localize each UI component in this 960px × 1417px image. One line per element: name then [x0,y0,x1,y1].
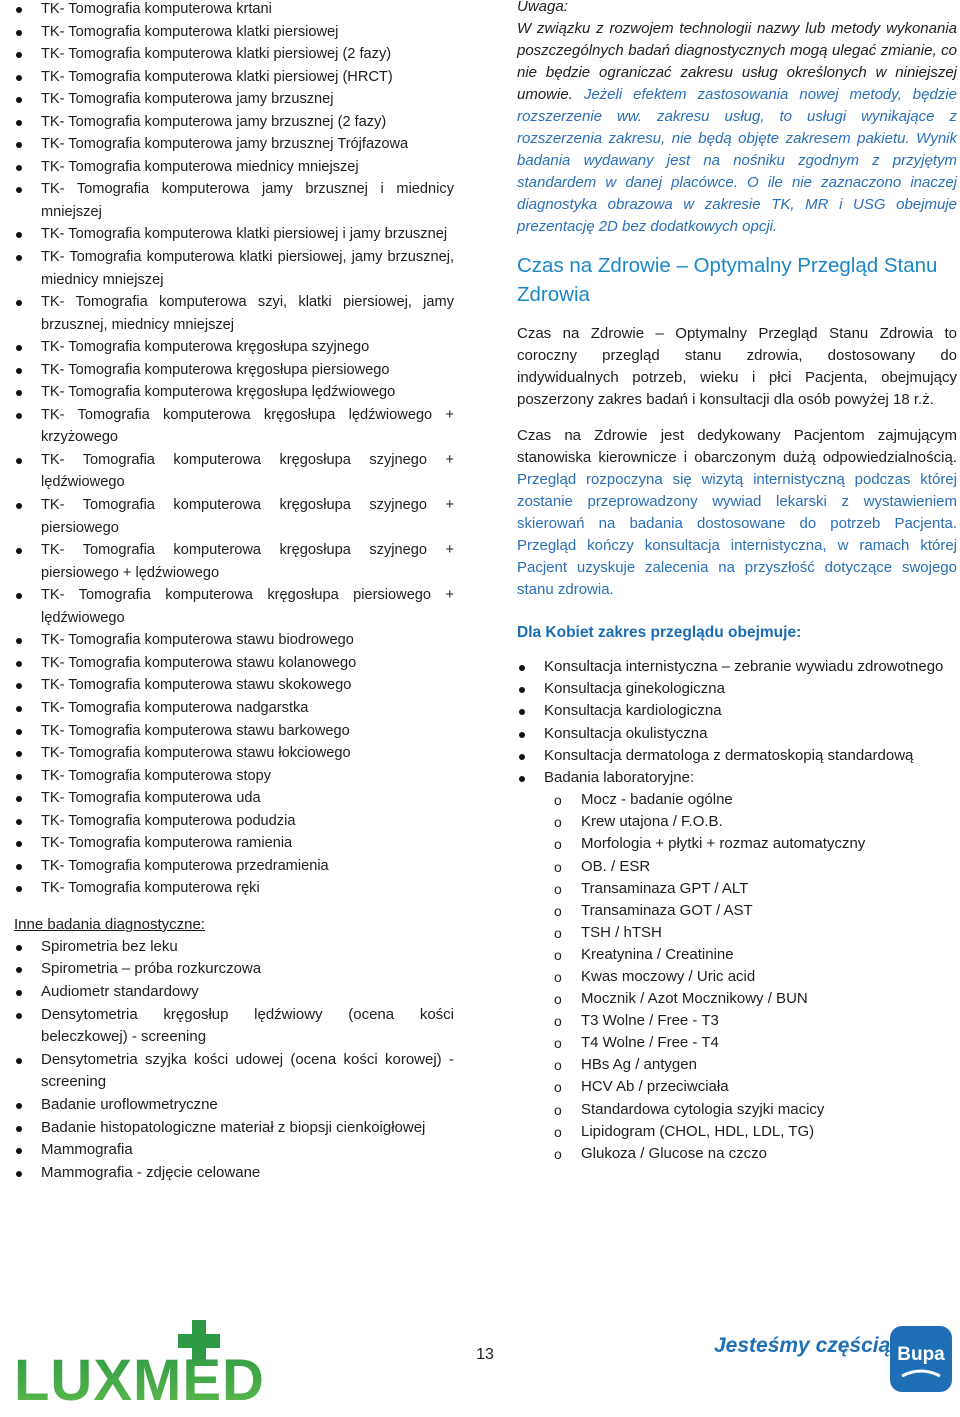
women-scope-item-text: Konsultacja dermatologa z dermatoskopią standardową [544,746,914,764]
note-label: Uwaga: [517,0,568,15]
other-test-item [14,1117,454,1140]
lab-test-item: o Mocznik / Azot Mocznikowy / BUN [544,988,957,1010]
note-text-1: W związku z rozwojem technologii nazwy lub metody wykonania poszczególnych badań diagnostycznych mogą ulegać zmianie, co nie będzie ograniczać zakresu usług określonych w niniejszej umowie. [517,20,957,103]
description-part-1: Czas na Zdrowie jest dedykowany Pacjentom zajmującym stanowiska kierownicze i obarczonym dużą odpowiedzialnością. [517,427,957,466]
ct-scan-item-text: TK- Tomografia komputerowa klatki piersiowej, jamy brzusznej, miednicy mniejszej [41,249,454,288]
women-scope-item [517,767,957,1165]
ct-scan-item-text: TK- Tomografia komputerowa jamy brzusznej i miednicy mniejszej [41,181,454,220]
ct-scan-item-text: TK- Tomografia komputerowa kręgosłupa lędźwiowego + krzyżowego [41,406,454,446]
women-scope-item-text: Konsultacja okulistyczna [544,724,708,742]
other-test-item [14,1139,454,1162]
ct-scan-item [14,246,454,291]
ct-scan-item [14,88,454,111]
lab-test-item: o OB. / ESR [544,856,957,878]
ct-scan-item-text: TK- Tomografia komputerowa kręgosłupa szyjnego [41,339,370,356]
other-test-item [14,936,454,959]
women-scope-list [517,656,957,1165]
bupa-slogan: Jesteśmy częścią [714,1334,891,1357]
other-test-item [14,1049,454,1094]
other-test-item-text: Badanie histopatologiczne materiał z biopsji cienkoigłowej [41,1118,426,1136]
ct-scan-item [14,697,454,720]
ct-scan-item-text: TK- Tomografia komputerowa kręgosłupa piersiowego [41,361,390,378]
note-block [517,0,957,238]
ct-scan-item [14,629,454,652]
ct-scan-item [14,449,454,494]
ct-scan-item-text: TK- Tomografia komputerowa jamy brzusznej [41,91,334,108]
ct-scan-item [14,855,454,878]
ct-scan-item-text: TK- Tomografia komputerowa kręgosłupa piersiowego + lędźwiowego [41,587,454,626]
other-test-item-text: Mammografia [41,1141,133,1159]
ct-scan-item-text: TK- Tomografia komputerowa stawu kolanowego [41,654,357,671]
ct-scan-item-text: TK- Tomografia komputerowa klatki piersiowej i jamy brzusznej [41,226,448,243]
ct-scan-item-text: TK- Tomografia komputerowa klatki piersiowej (HRCT) [41,68,393,85]
other-test-item-text: Densytometria szyjka kości udowej (ocena kości korowej) - screening [41,1050,454,1091]
ct-scan-item-text: TK- Tomografia komputerowa stawu skokowego [41,677,352,694]
lab-test-item: o Kreatynina / Creatinine [544,944,957,966]
lab-tests-list [544,789,957,1165]
women-scope-item [517,745,957,767]
women-scope-item-text: Konsultacja ginekologiczna [544,680,725,698]
bupa-logo-text: Bupa [897,1344,945,1365]
left-column [14,0,454,1184]
other-tests-title: Inne badania diagnostyczne: [14,915,205,933]
women-scope-item-text: Konsultacja internistyczna – zebranie wywiadu zdrowotnego [544,658,944,675]
ct-scan-item [14,336,454,359]
other-test-item-text: Badanie uroflowmetryczne [41,1096,218,1114]
ct-scan-item [14,810,454,833]
lab-test-item: o T3 Wolne / Free - T3 [544,1010,957,1032]
bupa-logo [712,1318,958,1405]
ct-scan-item-text: TK- Tomografia komputerowa klatki piersiowej (2 fazy) [41,46,392,63]
ct-scan-item-text: TK- Tomografia komputerowa szyi, klatki piersiowej, jamy brzusznej, miednicy mniejszej [41,294,454,333]
ct-scan-item [14,21,454,44]
ct-scan-item [14,742,454,765]
ct-scan-item [14,584,454,629]
ct-scan-item [14,674,454,697]
lab-test-item: o Transaminaza GOT / AST [544,900,957,922]
other-test-item [14,958,454,981]
ct-scan-item [14,765,454,788]
ct-scan-item-text: TK- Tomografia komputerowa stawu biodrowego [41,632,354,649]
ct-scan-item-text: TK- Tomografia komputerowa jamy brzusznej Trójfazowa [41,136,409,153]
ct-scan-item [14,359,454,382]
ct-scan-item-text: TK- Tomografia komputerowa przedramienia [41,857,329,874]
lab-test-item: o Glukoza / Glucose na czczo [544,1143,957,1165]
ct-scan-item-text: TK- Tomografia komputerowa jamy brzusznej (2 fazy) [41,113,387,130]
ct-scan-item [14,178,454,223]
description-part-2: Przegląd rozpoczyna się wizytą internistyczną podczas której zostanie przeprowadzony wywiad lekarski z wystawieniem skierowań na badania dostosowane do potrzeb Pacjenta. Przegląd kończy konsultacja internistyczna, w ramach której Pacjent uzyskuje zalecenia na przyszłość dotyczące swojego stanu zdrowia. [517,471,957,598]
lab-test-item: o Lipidogram (CHOL, HDL, LDL, TG) [544,1121,957,1143]
note-text-3: O ile nie zaznaczono inaczej diagnostyka obrazowa w zakresie TK, MR i USG obejmuje prezentację 2D bez dodatkowych opcji. [517,174,958,235]
ct-scan-item-text: TK- Tomografia komputerowa klatki piersiowej [41,23,339,40]
ct-scan-item-text: TK- Tomografia komputerowa stawu łokciowego [41,745,351,762]
other-tests-list [14,936,454,1185]
ct-scan-item-text: TK- Tomografia komputerowa kręgosłupa szyjnego + piersiowego + lędźwiowego [41,542,454,581]
other-test-item [14,1004,454,1049]
women-scope-item [517,678,957,700]
ct-scan-item [14,787,454,810]
ct-scan-item [14,111,454,134]
lab-test-item: o T4 Wolne / Free - T4 [544,1032,957,1054]
lab-test-item: o Standardowa cytologia szyjki macicy [544,1099,957,1121]
ct-scan-item [14,877,454,900]
ct-scan-item-text: TK- Tomografia komputerowa kręgosłupa szyjnego + piersiowego [41,497,454,536]
ct-scan-item-text: TK- Tomografia komputerowa kręgosłupa szyjnego + lędźwiowego [41,451,454,491]
other-test-item-text: Spirometria bez leku [41,937,178,955]
ct-scan-item-text: TK- Tomografia komputerowa stawu barkowego [41,722,350,739]
ct-scan-item-text: TK- Tomografia komputerowa podudzia [41,812,296,829]
lab-test-item: o Kwas moczowy / Uric acid [544,966,957,988]
note-text-2: Jeżeli efektem zastosowania nowej metody, będzie rozszerzenie ww. zakresu usług, to usługi wynikające z rozszerzenia zakresu, nie będą objęte zakresem pakietu. Wynik badania wydawany jest na nośniku zgodnym z przyjętym standardem w danej placówce. [517,86,957,191]
ct-scan-item-text: TK- Tomografia komputerowa miednicy mniejszej [41,158,359,175]
lab-test-item: o HCV Ab / przeciwciała [544,1076,957,1098]
lab-test-item: o TSH / hTSH [544,922,957,944]
ct-scan-list [14,0,454,900]
page-number: 13 [476,1346,494,1363]
lab-test-item: o Morfologia + płytki + rozmaz automatyczny [544,833,957,855]
other-test-item [14,1162,454,1185]
ct-scan-item [14,133,454,156]
ct-scan-item [14,539,454,584]
ct-scan-item [14,156,454,179]
lab-test-item: o Krew utajona / F.O.B. [544,811,957,833]
ct-scan-item-text: TK- Tomografia komputerowa ramienia [41,835,293,852]
women-scope-item-text: Konsultacja kardiologiczna [544,702,722,720]
women-scope-item-text: Badania laboratoryjne: [544,769,695,787]
women-scope-item [517,723,957,745]
ct-scan-item [14,494,454,539]
section-heading: Czas na Zdrowie – Optymalny Przegląd Stanu Zdrowia [517,254,938,306]
women-scope-item [517,656,957,678]
ct-scan-item-text: TK- Tomografia komputerowa kręgosłupa lędźwiowego [41,384,396,401]
lab-test-item: o Transaminaza GPT / ALT [544,878,957,900]
ct-scan-item [14,0,454,21]
other-test-item [14,1094,454,1117]
luxmed-logo-text: LUXMED [14,1348,264,1405]
other-test-item-text: Audiometr standardowy [41,983,199,1001]
ct-scan-item [14,66,454,89]
ct-scan-item-text: TK- Tomografia komputerowa ręki [41,880,260,897]
ct-scan-item [14,652,454,675]
luxmed-logo [14,1320,264,1410]
ct-scan-item [14,381,454,404]
women-scope-item [517,700,957,722]
ct-scan-item [14,404,454,449]
intro-paragraph: Czas na Zdrowie – Optymalny Przegląd Stanu Zdrowia to coroczny przegląd stanu zdrowia, dostosowany do indywidualnych potrzeb, wieku i płci Pacjenta, obejmujący poszerzony zakres badań i konsultacji dla osób powyżej 18 r.ż. [517,325,957,408]
ct-scan-item [14,223,454,246]
right-column [517,0,957,1165]
other-test-item-text: Spirometria – próba rozkurczowa [41,960,262,978]
women-scope-heading: Dla Kobiet zakres przeglądu obejmuje: [517,624,802,641]
description-paragraph [517,425,957,601]
ct-scan-item-text: TK- Tomografia komputerowa nadgarstka [41,699,309,716]
ct-scan-item-text: TK- Tomografia komputerowa stopy [41,767,272,784]
other-test-item-text: Densytometria kręgosłup lędźwiowy (ocena kości beleczkowej) - screening [41,1005,454,1046]
ct-scan-item [14,43,454,66]
ct-scan-item [14,291,454,336]
ct-scan-item [14,720,454,743]
lab-test-item: o Mocz - badanie ogólne [544,789,957,811]
other-test-item-text: Mammografia - zdjęcie celowane [41,1163,261,1181]
lab-test-item: o HBs Ag / antygen [544,1054,957,1076]
other-test-item [14,981,454,1004]
ct-scan-item-text: TK- Tomografia komputerowa uda [41,790,261,807]
ct-scan-item [14,832,454,855]
ct-scan-item-text: TK- Tomografia komputerowa krtani [41,1,272,17]
